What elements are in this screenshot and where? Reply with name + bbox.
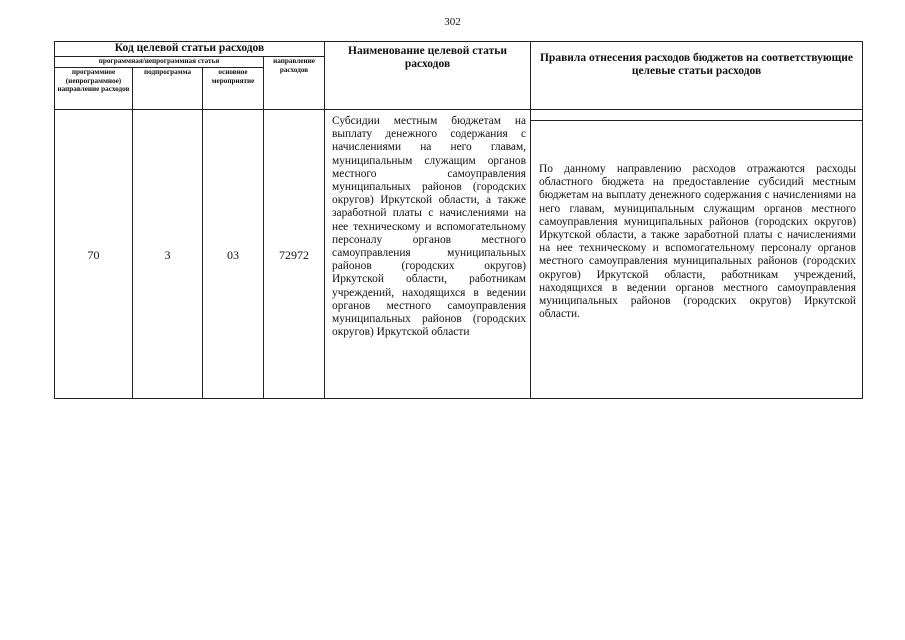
header-name: Наименование целевой статьи расходов bbox=[325, 42, 531, 110]
header-rules: Правила отнесения расходов бюджетов на соответствующие целевые статьи расходов bbox=[531, 42, 863, 110]
header-code-group: Код целевой статьи расходов bbox=[55, 42, 325, 57]
budget-classification-table bbox=[54, 41, 863, 399]
cell-rules bbox=[531, 110, 863, 399]
cell-direction: 72972 bbox=[264, 110, 325, 399]
header-main-event: основное мероприятие bbox=[203, 68, 264, 110]
cell-program: 70 bbox=[55, 110, 133, 399]
rules-text: По данному направлению расходов отражаются расходы областного бюджета на предоставление субсидий местным бюджетам на выплату денежного содержания с начислениями на него главам, муниципальным служащим органов местного самоуправления муниципальных районов (городских округов) Иркутской области, а также заработной платы с начислениями на нее техническому и вспомогательному персоналу органов местного самоуправления муниципальных районов (городских округов) Иркутской области, работникам учреждений, находящихся в ведении органов местного самоуправления муниципальных районов (городских округов) Иркутской области. bbox=[539, 163, 857, 321]
page-number: 302 bbox=[444, 16, 461, 28]
rules-inner-box bbox=[531, 120, 862, 323]
cell-name: Субсидии местным бюджетам на выплату денежного содержания с начислениями на него главам, муниципальным служащим органов местного самоуправления муниципальных районов (городских округов) Иркутской области, а также заработной платы с начислениями на нее техническому и вспомогательному персоналу органов местного самоуправления муниципальных районов (городских округов) Иркутской области, работникам учреждений, находящихся в ведении органов местного самоуправления муниципальных районов (городских округов) Иркутской области bbox=[325, 110, 531, 399]
header-program: программное (непрограммное) направление расходов bbox=[55, 68, 133, 110]
header-row-1 bbox=[55, 42, 863, 57]
header-program-group: программная/непрограммная статья bbox=[55, 57, 264, 68]
header-subprogram: подпрограмма bbox=[133, 68, 203, 110]
table-row bbox=[55, 110, 863, 399]
header-direction: направление расходов bbox=[264, 57, 325, 110]
cell-main-event: 03 bbox=[203, 110, 264, 399]
cell-subprogram: 3 bbox=[133, 110, 203, 399]
